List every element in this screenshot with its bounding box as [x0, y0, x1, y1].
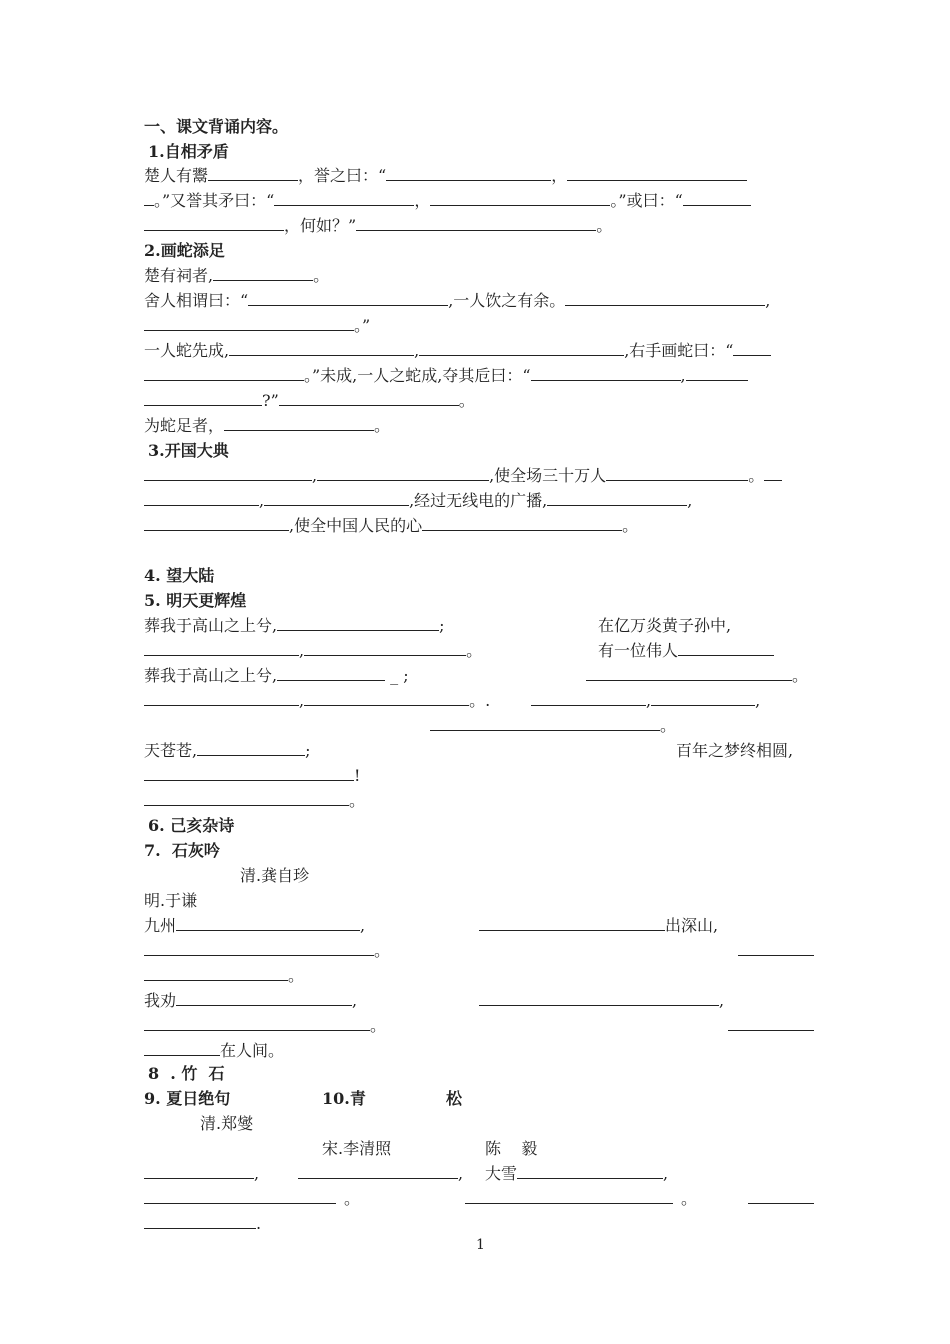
poem-5-line-1 — [144, 615, 444, 637]
poem-10-line-2-right — [748, 1188, 814, 1210]
poem-3-line-3 — [144, 515, 638, 537]
poem-7-line-1 — [144, 915, 365, 937]
poem-7-title: 7. 石灰吟 — [144, 841, 220, 860]
text: ， — [551, 166, 568, 185]
text: 大雪 — [485, 1164, 518, 1183]
answer-blank[interactable] — [728, 1015, 814, 1031]
text: 。 — [374, 416, 391, 435]
poem-10-line-1 — [485, 1163, 668, 1185]
text: 在人间。 — [220, 1041, 285, 1060]
text: 。. — [469, 691, 491, 710]
answer-blank[interactable] — [277, 665, 385, 681]
answer-blank[interactable] — [229, 340, 414, 356]
answer-blank[interactable] — [144, 690, 299, 706]
text: ,使全场三十万人 — [489, 466, 607, 485]
text: 。 — [748, 466, 765, 485]
text: 。 — [313, 266, 330, 285]
text: , — [687, 491, 693, 510]
text: . — [256, 1214, 262, 1233]
answer-blank[interactable] — [317, 465, 489, 481]
poem-7-line-2 — [144, 940, 390, 962]
answer-blank[interactable] — [213, 265, 313, 281]
text: 。”或曰：“ — [610, 191, 683, 210]
answer-blank[interactable] — [144, 1015, 370, 1031]
poem-3-title: 3.开国大典 — [148, 441, 229, 460]
poem-7-line-5 — [144, 1015, 386, 1037]
poem-9-line-1-middle — [298, 1163, 463, 1185]
text: 。”未成,一人之蛇成,夺其卮曰：“ — [304, 366, 531, 385]
text: , — [299, 641, 305, 660]
poem-5-right-6: 百年之梦终相圆, — [676, 741, 794, 760]
poem-7-line-3 — [144, 965, 304, 987]
text: 。 — [344, 1189, 361, 1208]
text: 我劝 — [144, 991, 177, 1010]
text: 。” — [354, 316, 371, 335]
text: 。 — [660, 716, 677, 735]
text: , — [414, 341, 420, 360]
answer-blank[interactable] — [279, 390, 459, 406]
answer-blank[interactable] — [264, 490, 409, 506]
text: ，何如？” — [284, 216, 357, 235]
answer-blank[interactable] — [733, 340, 771, 356]
poem-4-title: 4. 望大陆 — [144, 566, 215, 585]
answer-blank[interactable] — [356, 215, 596, 231]
answer-blank[interactable] — [479, 990, 719, 1006]
text: 出深山, — [665, 916, 719, 935]
text: , — [755, 691, 761, 710]
poem-5-line-6 — [144, 740, 310, 762]
poem-2-line-5 — [144, 365, 748, 387]
text: 。 — [622, 516, 639, 535]
poem-5-line-8 — [144, 790, 365, 812]
text: 。”又誉其矛曰：“ — [154, 191, 275, 210]
page-number: 1 — [476, 1237, 485, 1253]
text: , — [312, 466, 318, 485]
poem-5-right-4 — [531, 690, 760, 712]
poem-9-line-1 — [144, 1163, 259, 1185]
answer-blank[interactable] — [144, 465, 312, 481]
answer-blank[interactable] — [176, 990, 352, 1006]
answer-blank[interactable] — [565, 290, 765, 306]
text: ,使全中国人民的心 — [289, 516, 423, 535]
poem-5-line-4 — [144, 690, 490, 712]
text: 舍人相谓曰：“ — [144, 291, 249, 310]
text: 。 — [458, 391, 475, 410]
answer-blank[interactable] — [144, 190, 154, 206]
text: 楚有祠者, — [144, 266, 214, 285]
answer-blank[interactable] — [144, 365, 304, 381]
poem-5-line-3 — [144, 665, 409, 687]
answer-blank[interactable] — [386, 165, 551, 181]
text: ; — [305, 741, 311, 760]
poem-5-line-2 — [144, 640, 482, 662]
answer-blank[interactable] — [606, 465, 748, 481]
poem-7-right-5 — [728, 1015, 814, 1037]
poem-9-line-3 — [144, 1213, 261, 1235]
answer-blank[interactable] — [144, 640, 299, 656]
text: ! — [354, 766, 361, 785]
poem-7-right-2 — [738, 940, 814, 962]
poem-10-line-2 — [465, 1188, 697, 1210]
answer-blank[interactable] — [678, 640, 774, 656]
answer-blank[interactable] — [686, 365, 748, 381]
text: 一人蛇先成, — [144, 341, 230, 360]
answer-blank[interactable] — [419, 340, 624, 356]
answer-blank[interactable] — [517, 1163, 663, 1179]
text: , — [299, 691, 305, 710]
text: ， — [414, 191, 431, 210]
poem-7-right-1 — [479, 915, 718, 937]
poem-2-line-6 — [144, 390, 475, 412]
poem-6-title: 6. 己亥杂诗 — [148, 816, 235, 835]
text: 天苍苍, — [144, 741, 198, 760]
poem-7-right-4 — [479, 990, 724, 1012]
answer-blank[interactable] — [144, 940, 374, 956]
answer-blank[interactable] — [248, 290, 448, 306]
poem-10-title-part-1: 10.青 — [322, 1089, 366, 1108]
poem-3-line-2 — [144, 490, 692, 512]
answer-blank[interactable] — [144, 1040, 220, 1056]
text: ; — [439, 616, 445, 635]
answer-blank[interactable] — [274, 190, 414, 206]
text: , — [254, 1164, 260, 1183]
poem-5-title: 5. 明天更辉煌 — [144, 591, 247, 610]
poem-1-title: 1.自相矛盾 — [148, 142, 229, 161]
answer-blank[interactable] — [531, 690, 646, 706]
poem-2-line-3 — [144, 315, 370, 337]
poem-7-line-4 — [144, 990, 357, 1012]
answer-blank[interactable] — [144, 790, 349, 806]
text: 。 — [596, 216, 613, 235]
text: ,右手画蛇曰：“ — [624, 341, 734, 360]
text: 。 — [374, 941, 391, 960]
answer-blank[interactable] — [197, 740, 305, 756]
text: ,一人饮之有余。 — [448, 291, 566, 310]
poem-3-line-1 — [144, 465, 782, 487]
answer-blank[interactable] — [277, 615, 439, 631]
answer-blank[interactable] — [144, 215, 284, 231]
answer-blank[interactable] — [651, 690, 755, 706]
text: 。 — [681, 1189, 698, 1208]
answer-blank[interactable] — [422, 515, 622, 531]
answer-blank[interactable] — [586, 665, 792, 681]
poem-9-title: 9. 夏日绝句 — [144, 1089, 231, 1108]
answer-blank[interactable] — [738, 940, 814, 956]
text: , — [719, 991, 725, 1010]
answer-blank[interactable] — [298, 1163, 458, 1179]
answer-blank[interactable] — [144, 315, 354, 331]
answer-blank[interactable] — [764, 465, 782, 481]
poem-2-line-7 — [144, 415, 390, 437]
answer-blank[interactable] — [144, 765, 354, 781]
poem-2-title: 2.画蛇添足 — [144, 241, 225, 260]
answer-blank[interactable] — [430, 190, 610, 206]
poem-5-right-3 — [586, 665, 808, 687]
text: ，誉之曰：“ — [298, 166, 387, 185]
answer-blank[interactable] — [208, 165, 298, 181]
answer-blank[interactable] — [683, 190, 751, 206]
answer-blank[interactable] — [144, 965, 288, 981]
answer-blank[interactable] — [144, 390, 262, 406]
poem-2-line-1 — [144, 265, 329, 287]
answer-blank[interactable] — [144, 1213, 256, 1229]
text: ,经过无线电的广播, — [409, 491, 548, 510]
poem-1-line-3 — [144, 215, 612, 237]
poem-8-title: 8 . 竹 石 — [148, 1064, 225, 1083]
text: , — [458, 1164, 464, 1183]
poem-5-line-5 — [430, 715, 676, 737]
answer-blank[interactable] — [224, 415, 374, 431]
text: 。 — [466, 641, 483, 660]
text: , — [259, 491, 265, 510]
poem-1-line-1 — [144, 165, 747, 187]
answer-blank[interactable] — [430, 715, 660, 731]
text: , — [680, 366, 686, 385]
text: , — [765, 291, 771, 310]
poem-6-author: 清.龚自珍 — [240, 866, 310, 885]
answer-blank[interactable] — [748, 1188, 814, 1204]
answer-blank[interactable] — [304, 640, 466, 656]
text: , — [360, 916, 366, 935]
answer-blank[interactable] — [144, 1163, 254, 1179]
answer-blank[interactable] — [144, 1188, 336, 1204]
text: 。 — [349, 791, 366, 810]
answer-blank[interactable] — [304, 690, 469, 706]
answer-blank[interactable] — [144, 490, 259, 506]
poem-10-author: 陈 毅 — [485, 1139, 538, 1158]
poem-7-author: 明.于谦 — [144, 891, 198, 910]
answer-blank[interactable] — [547, 490, 687, 506]
poem-5-right-1: 在亿万炎黄子孙中, — [598, 616, 732, 635]
text: 葬我于高山之上兮, — [144, 616, 278, 635]
text: 九州 — [144, 916, 177, 935]
answer-blank[interactable] — [144, 515, 289, 531]
answer-blank[interactable] — [176, 915, 360, 931]
poem-1-line-2 — [144, 190, 751, 212]
poem-8-author: 清.郑燮 — [200, 1114, 254, 1133]
poem-2-line-2 — [144, 290, 770, 312]
answer-blank[interactable] — [531, 365, 681, 381]
answer-blank[interactable] — [567, 165, 747, 181]
section-title: 一、课文背诵内容。 — [144, 117, 289, 136]
text: 。 — [792, 666, 809, 685]
text: _ ; — [385, 666, 409, 685]
poem-7-line-6 — [144, 1040, 284, 1062]
text: 。 — [288, 966, 305, 985]
text: 葬我于高山之上兮, — [144, 666, 278, 685]
text: 有一位伟人 — [598, 641, 679, 660]
answer-blank[interactable] — [465, 1188, 673, 1204]
text: 楚人有鬻 — [144, 166, 209, 185]
text: 为蛇足者， — [144, 416, 225, 435]
text: ?” — [262, 391, 279, 410]
poem-5-line-7 — [144, 765, 360, 787]
text: , — [646, 691, 652, 710]
text: 。 — [370, 1016, 387, 1035]
poem-9-author: 宋.李清照 — [322, 1139, 392, 1158]
poem-10-title-part-2: 松 — [446, 1089, 463, 1108]
poem-5-right-2 — [598, 640, 774, 662]
poem-9-line-2 — [144, 1188, 360, 1210]
poem-2-line-4 — [144, 340, 771, 362]
text: , — [663, 1164, 669, 1183]
text: , — [352, 991, 358, 1010]
answer-blank[interactable] — [479, 915, 665, 931]
